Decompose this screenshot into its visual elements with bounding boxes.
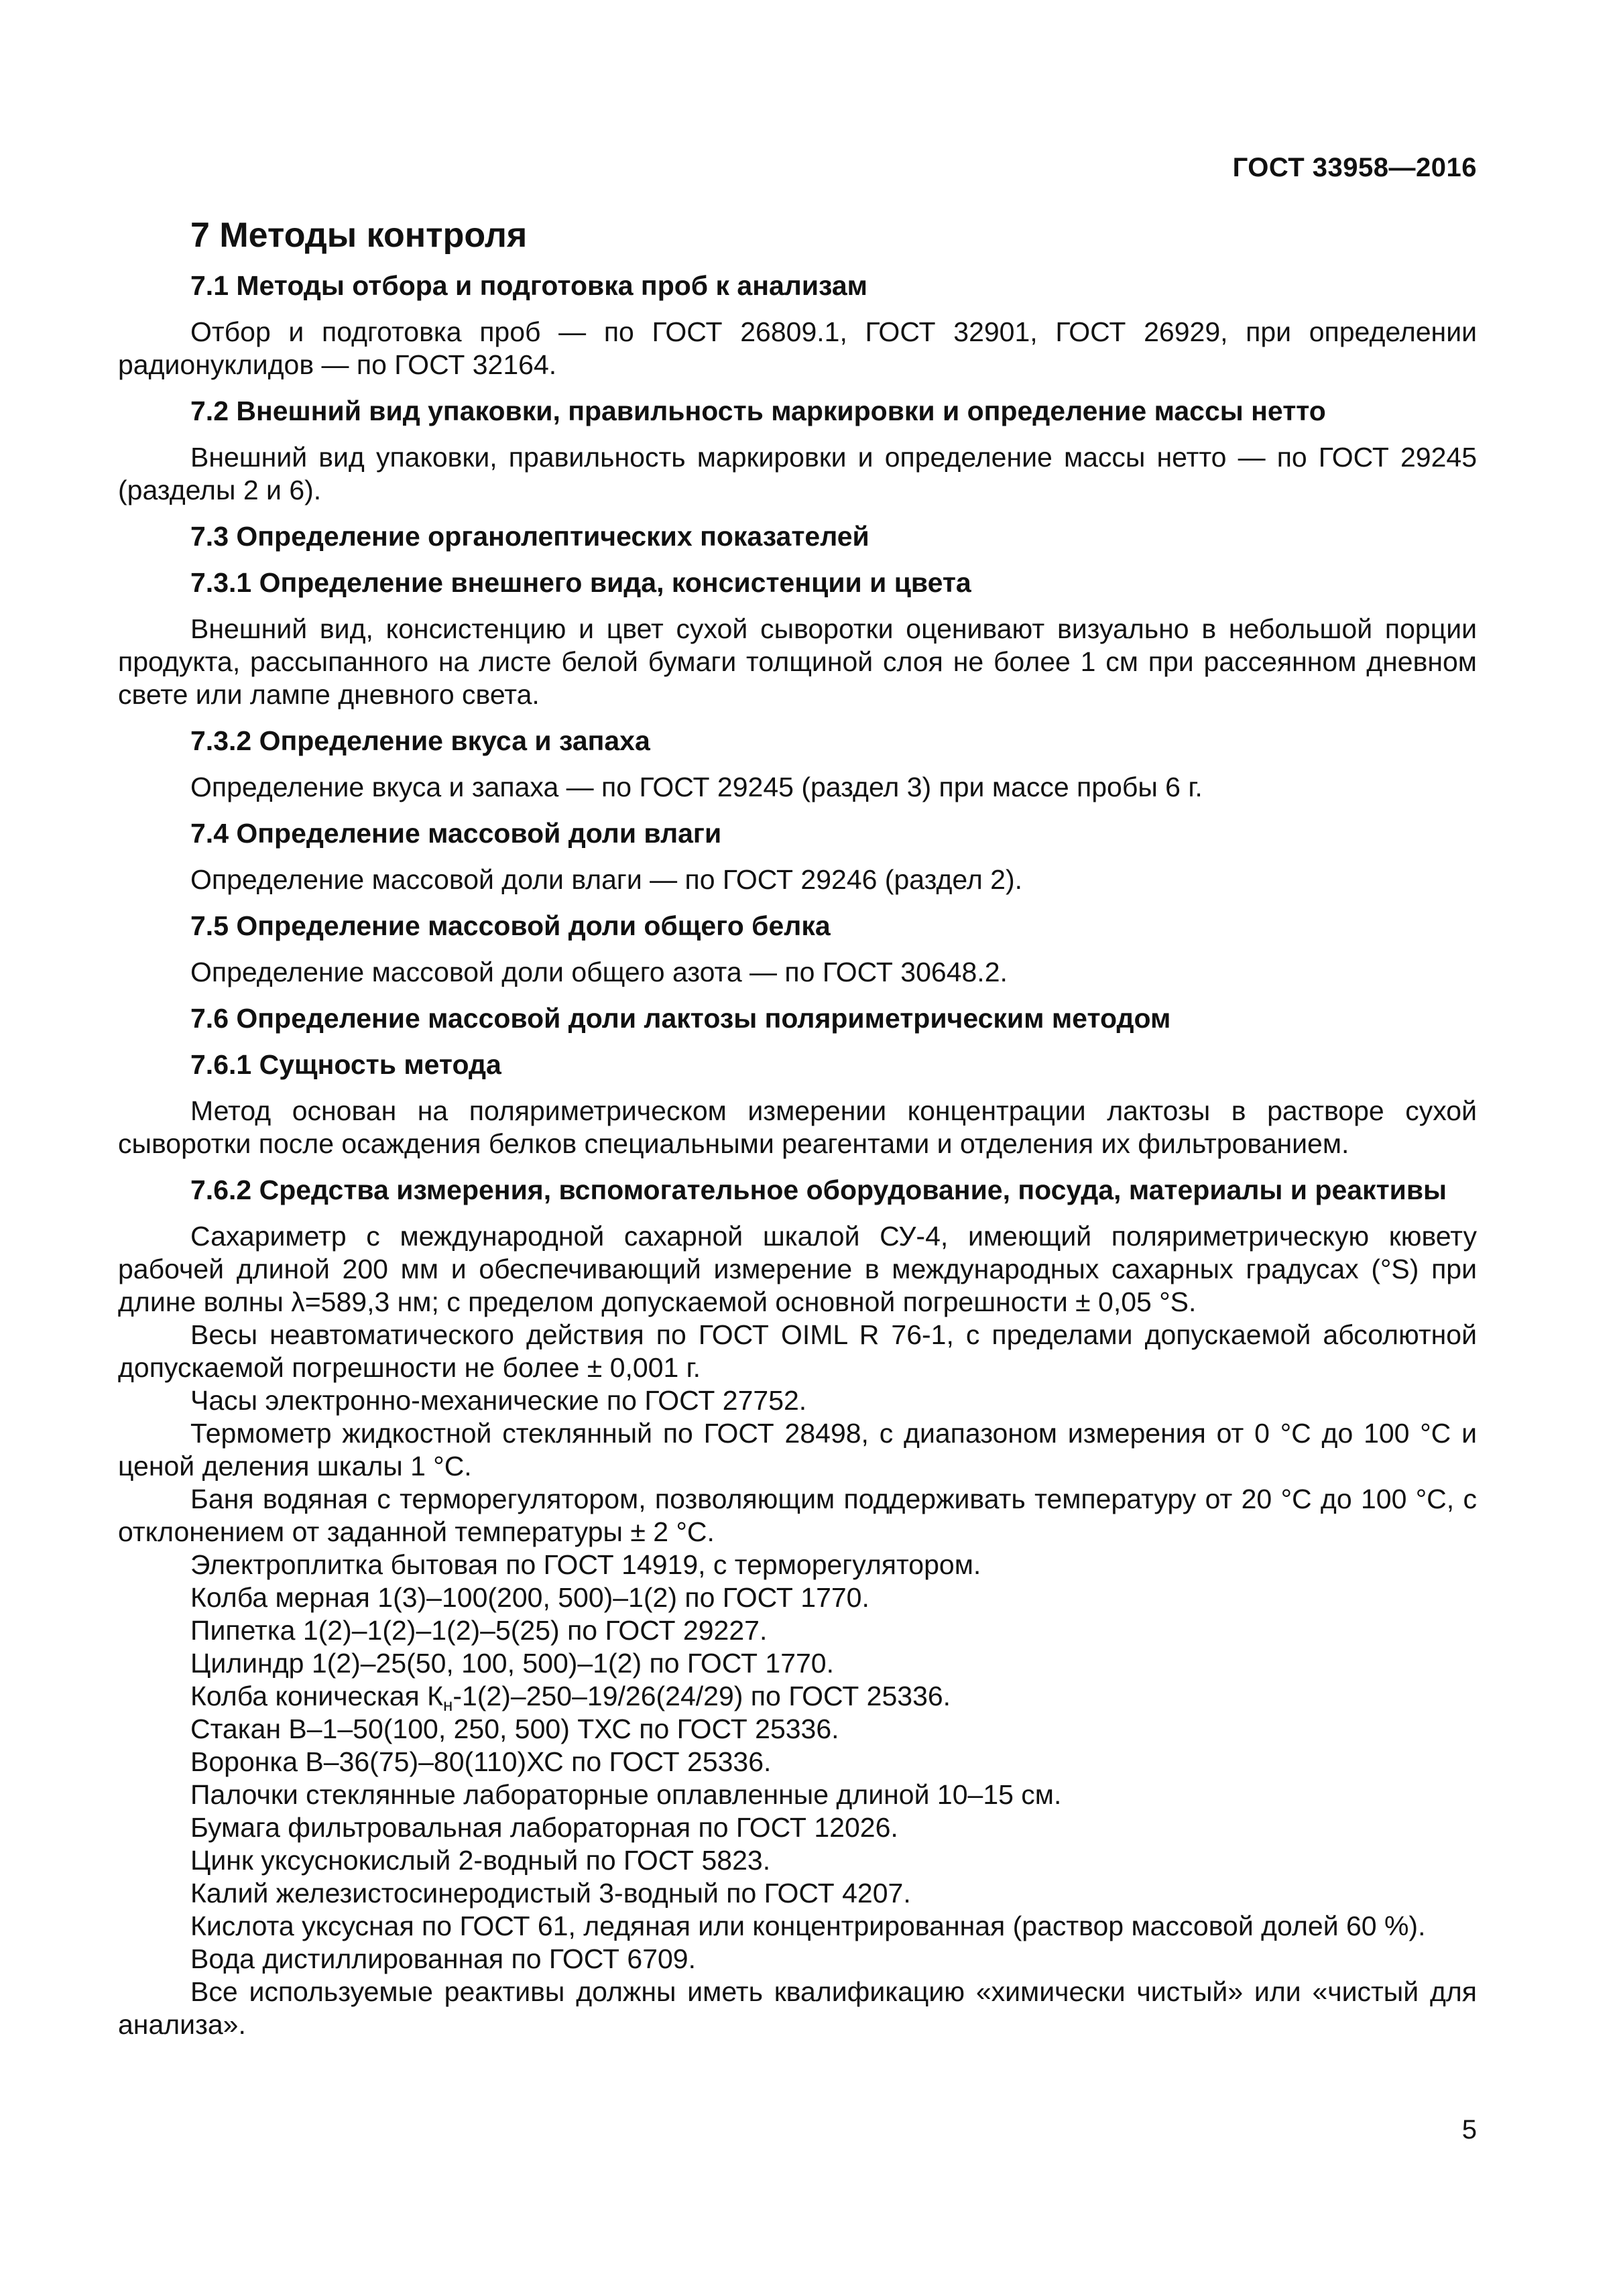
list-item: Электроплитка бытовая по ГОСТ 14919, с терморегулятором. [190,1549,981,1580]
heading-7-6: 7.6 Определение массовой доли лактозы поляриметрическим методом [190,1003,1171,1034]
list-item: Цинк уксуснокислый 2-водный по ГОСТ 5823. [190,1845,771,1876]
list-item: Вода дистиллированная по ГОСТ 6709. [190,1943,696,1974]
heading-7-5: 7.5 Определение массовой доли общего белка [190,910,831,941]
heading-7-1: 7.1 Методы отбора и подготовка проб к анализам [190,270,868,301]
paragraph-saccharimeter: Сахариметр с международной сахарной шкалой СУ-4, имеющий поляриметрическую кювету рабочей длиной 200 мм и обеспечивающий измерение в международных сахарных градусах (°S) при длине волны λ=589,3 нм; с пределом допускаемой основной погрешности ± 0,05 °S. [118,1221,1477,1317]
paragraph-reagent-qualification: Все используемые реактивы должны иметь квалификацию «химически чистый» или «чистый для анализа». [118,1976,1477,2040]
equipment-list [118,1549,1477,1976]
list-item: Цилиндр 1(2)–25(50, 100, 500)–1(2) по ГОСТ 1770. [190,1648,834,1679]
heading-7-3-1: 7.3.1 Определение внешнего вида, консистенции и цвета [190,567,971,598]
heading-7-3: 7.3 Определение органолептических показателей [190,521,869,552]
paragraph-7-3-1: Внешний вид, консистенцию и цвет сухой сыворотки оценивают визуально в небольшой порции продукта, рассыпанного на листе белой бумаги толщиной слоя не более 1 см при рассеянном дневном свете или лампе дневного света. [118,613,1477,710]
paragraph-7-2: Внешний вид упаковки, правильность маркировки и определение массы нетто — по ГОСТ 29245 (разделы 2 и 6). [118,442,1477,505]
document-code: ГОСТ 33958—2016 [1232,153,1477,182]
page-number: 5 [1461,2115,1477,2144]
list-item-conical-flask [118,1680,1477,1713]
list-item: Бумага фильтровальная лабораторная по ГОСТ 12026. [190,1812,898,1843]
paragraph-7-6-1: Метод основан на поляриметрическом измерении концентрации лактозы в растворе сухой сыворотки после осаждения белков специальными реагентами и отделения их фильтрованием. [118,1095,1477,1159]
heading-7-4: 7.4 Определение массовой доли влаги [190,818,722,849]
list-item: Колба мерная 1(3)–100(200, 500)–1(2) по ГОСТ 1770. [190,1582,869,1613]
paragraph-7-4: Определение массовой доли влаги — по ГОСТ 29246 (раздел 2). [190,864,1023,895]
heading-7-3-2: 7.3.2 Определение вкуса и запаха [190,725,650,756]
list-item: Стакан В–1–50(100, 250, 500) ТХС по ГОСТ 25336. [190,1713,839,1744]
paragraph-7-3-2: Определение вкуса и запаха — по ГОСТ 29245 (раздел 3) при массе пробы 6 г. [190,772,1203,802]
heading-7-6-1: 7.6.1 Сущность метода [190,1049,501,1080]
list-item: Палочки стеклянные лабораторные оплавленные длиной 10–15 см. [190,1779,1062,1810]
heading-7-6-2: 7.6.2 Средства измерения, вспомогательное оборудование, посуда, материалы и реактивы [190,1174,1447,1205]
flask-subscript: н [442,1695,453,1715]
section-title: 7 Методы контроля [190,216,528,255]
list-item: Калий железистосинеродистый 3-водный по ГОСТ 4207. [190,1878,911,1909]
page-content [118,215,1477,2041]
flask-text-start: Колба коническая К [190,1681,443,1711]
list-item: Пипетка 1(2)–1(2)–1(2)–5(25) по ГОСТ 29227. [190,1615,768,1646]
list-item: Воронка В–36(75)–80(110)ХС по ГОСТ 25336. [190,1746,772,1777]
paragraph-clock: Часы электронно-механические по ГОСТ 27752. [190,1385,807,1416]
paragraph-water-bath: Баня водяная с терморегулятором, позволяющим поддерживать температуру от 20 °С до 100 °С, с отклонением от заданной температуры ± 2 °С. [118,1484,1477,1547]
paragraph-7-1: Отбор и подготовка проб — по ГОСТ 26809.1, ГОСТ 32901, ГОСТ 26929, при определении радионуклидов — по ГОСТ 32164. [118,316,1477,380]
flask-text-end: -1(2)–250–19/26(24/29) по ГОСТ 25336. [453,1681,951,1711]
paragraph-7-5: Определение массовой доли общего азота — по ГОСТ 30648.2. [190,957,1008,987]
paragraph-thermometer: Термометр жидкостной стеклянный по ГОСТ 28498, с диапазоном измерения от 0 °С до 100 °С и ценой деления шкалы 1 °С. [118,1418,1477,1482]
list-item: Кислота уксусная по ГОСТ 61, ледяная или концентрированная (раствор массовой долей 60 %). [190,1911,1426,1941]
paragraph-scales: Весы неавтоматического действия по ГОСТ OIML R 76-1, с пределами допускаемой абсолютной допускаемой погрешности не более ± 0,001 г. [118,1319,1477,1383]
heading-7-2: 7.2 Внешний вид упаковки, правильность маркировки и определение массы нетто [190,396,1326,426]
